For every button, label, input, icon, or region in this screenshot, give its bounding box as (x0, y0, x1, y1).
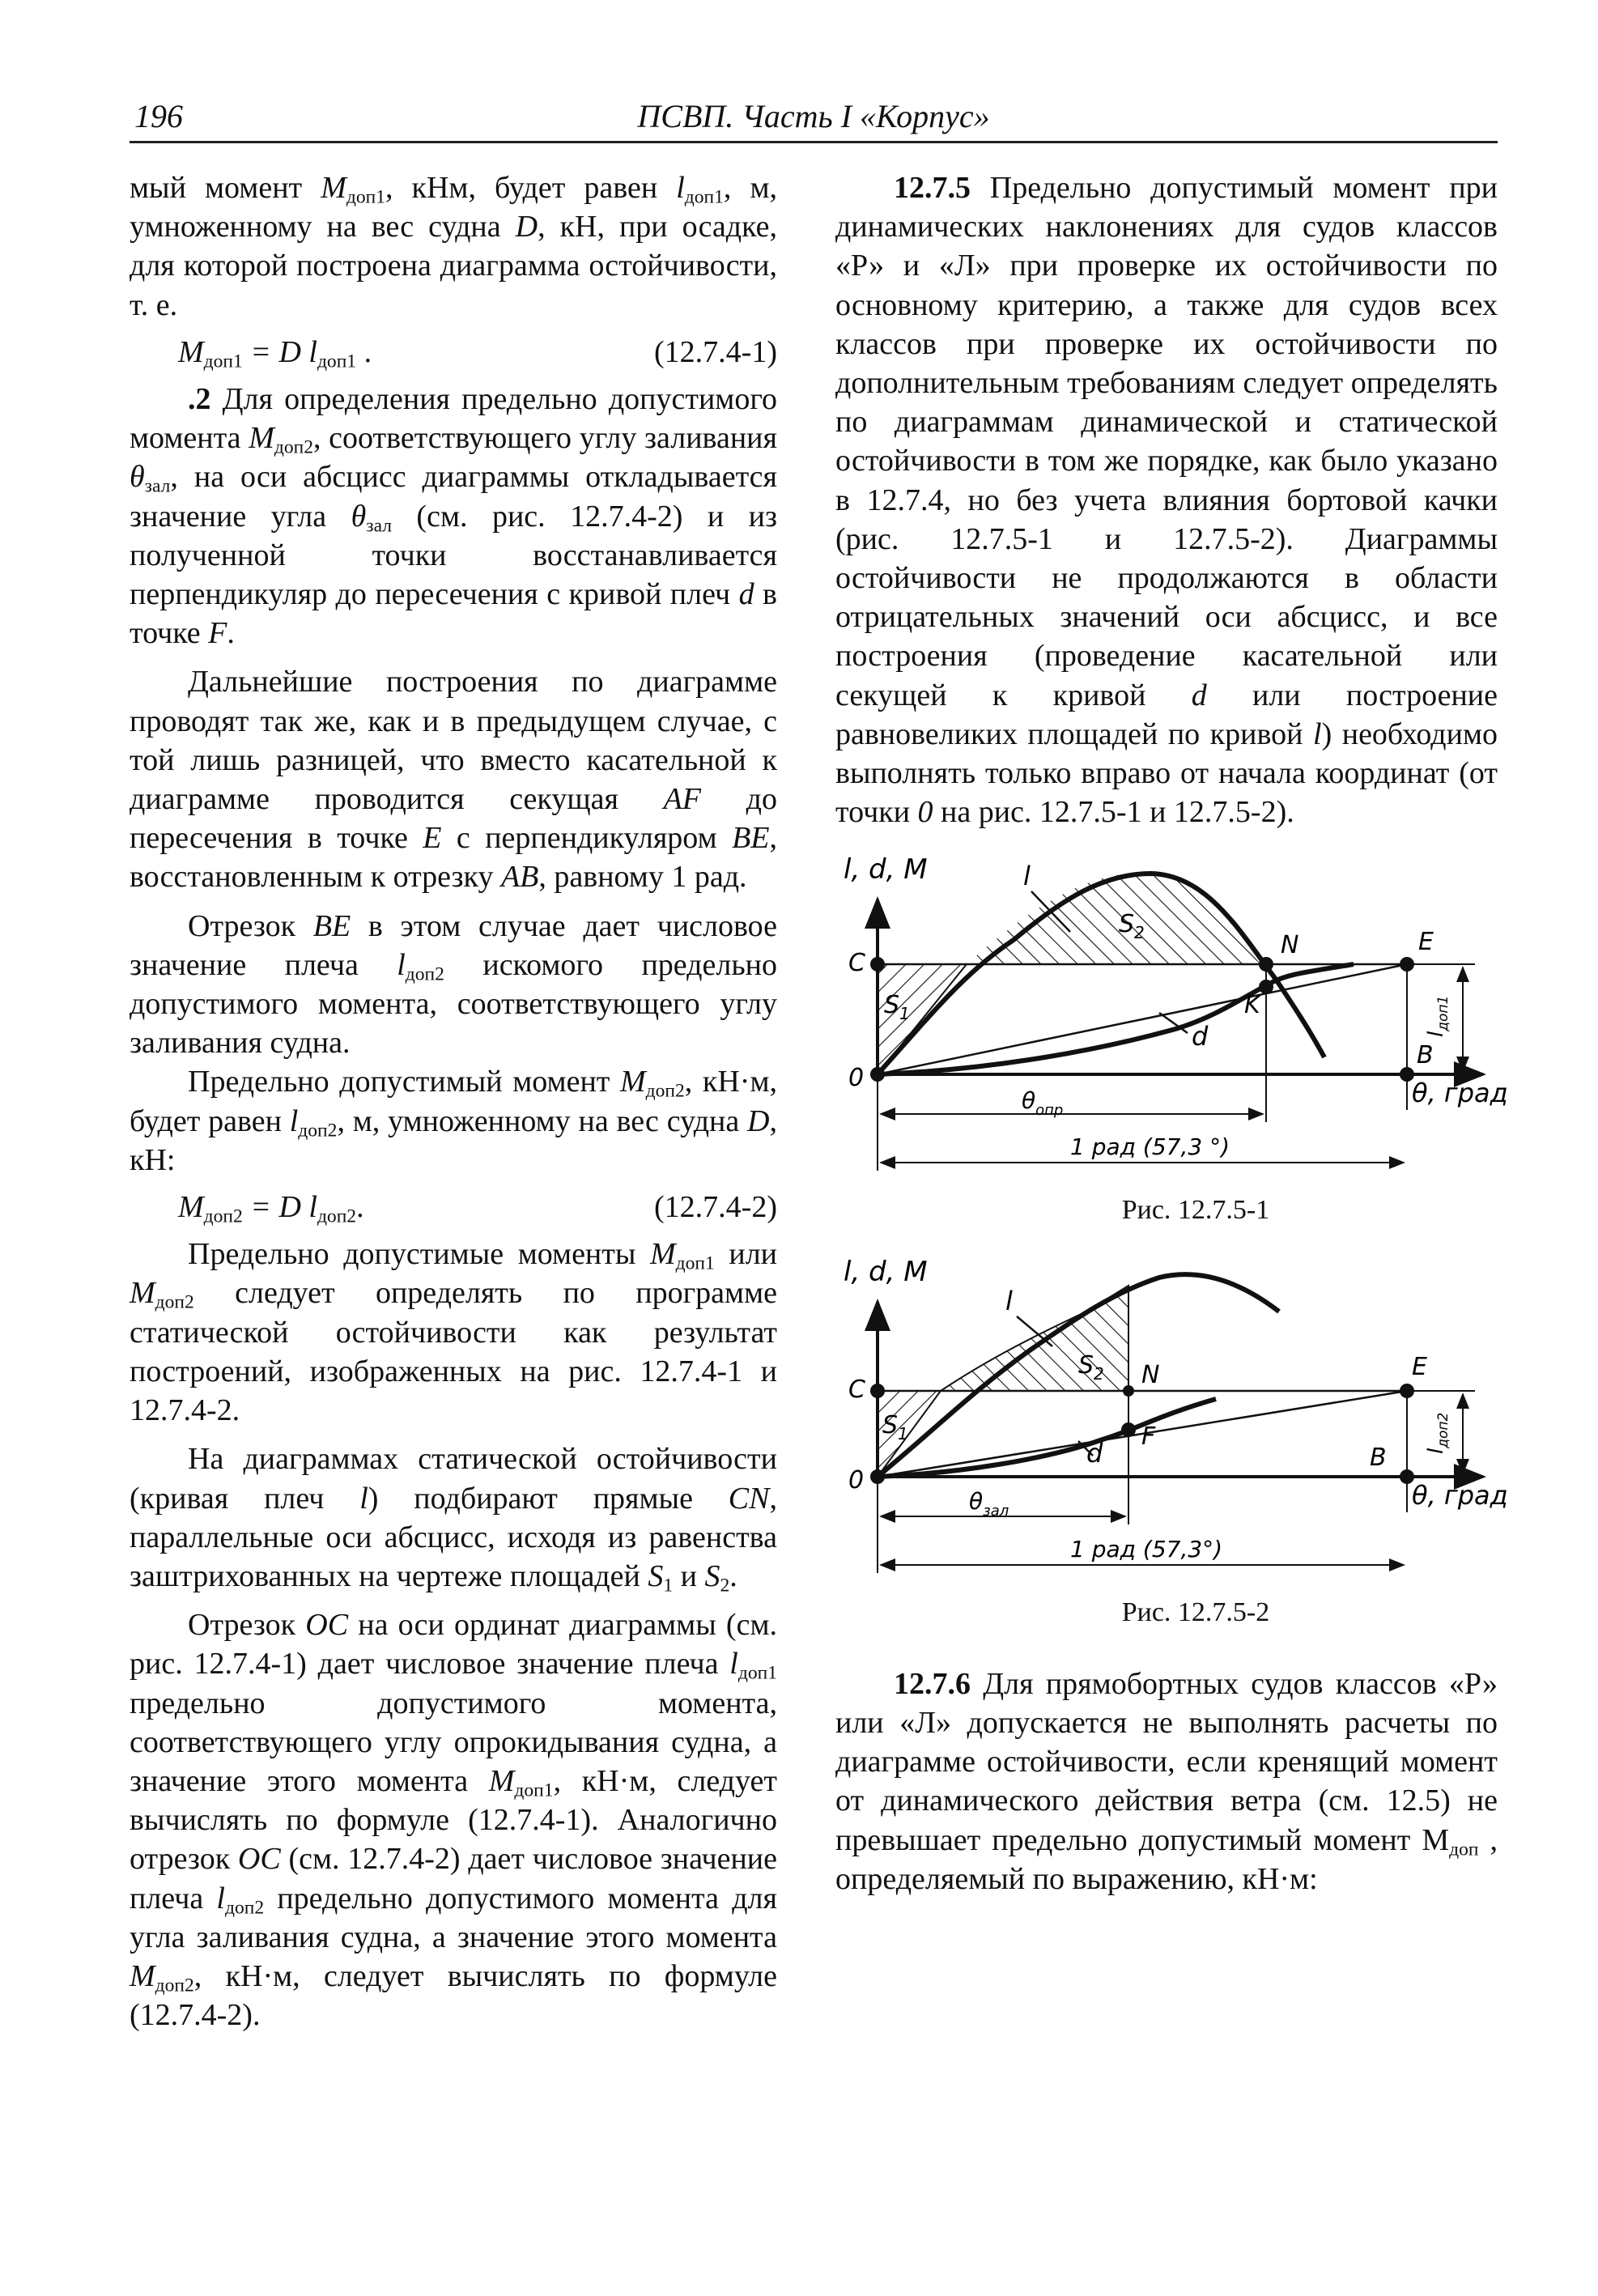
label-curve-l: l (1023, 861, 1031, 892)
paragraph: Отрезок OC на оси ординат диаграммы (см. рис. 12.7.4-1) дает числовое значение плеча $l_{доп1}$ предельно допустимого момента, соответствующего углу опрокидывания судна, а значение этого момента $M_{доп1}$, кН·м, следует вычислять по формуле (12.7.4-1). Аналогично отрезок OC (см. 12.7.4-2) дает числовое значение плеча $l_{доп2}$ предельно допустимого момента для угла заливания судна, а значение этого момента $M_{доп2}$, кН·м, следует вычислять по формуле (12.7.4-2). (130, 1608, 778, 2033)
figure-caption: Рис. 12.7.5-2 (1121, 1597, 1270, 1627)
label-n: N (1141, 1360, 1160, 1389)
left-column (130, 168, 777, 2035)
rad-label: 1 рад (57,3°) (1070, 1535, 1223, 1563)
ldop-label: $l_{доп1}$ (1424, 996, 1451, 1038)
label-e: E (1412, 1352, 1427, 1381)
label-o: 0 (848, 1064, 865, 1093)
y-axis-label: l, d, M (844, 1255, 928, 1288)
label-b: B (1417, 1041, 1434, 1070)
paragraph: 12.7.6 Для прямобортных судов классов «Р» или «Л» допускается не выполнять расчеты по диаграмме остойчивости, если кренящий момент от динамического действия ветра (см. 12.5) не превышает предельно допустимый момент $М_{доп}$ , определяемый по выражению, кН·м: (835, 1666, 1498, 1896)
point-f (1121, 1422, 1136, 1437)
point-e (1400, 957, 1414, 972)
formula-12-7-4-1: $M_{доп1} = D$ $l_{доп1}$ . (12.7.4-1) (130, 333, 777, 372)
x-axis-label: θ, град (1412, 1479, 1508, 1511)
point-k (1259, 980, 1273, 994)
rad-label: 1 рад (57,3 °) (1070, 1133, 1230, 1161)
paragraph: Предельно допустимый момент $M_{доп2}$, кН·м, будет равен $l_{доп2}$, м, умноженному на вес судна D, кН: (130, 1065, 777, 1177)
figure-12-7-5-1 (835, 851, 1508, 1191)
point-c (870, 957, 885, 972)
point-n (1123, 1385, 1134, 1397)
paragraph: Дальнейшие построения по диаграмме проводят так же, как и в предыдущем случае, с той лишь разницей, что вместо касательной к диаграмме проводится секущая AF до пересечения в точке E с перпендикуляром BE, восстановленным к отрезку AB, равному 1 рад. (130, 665, 777, 895)
label-c: C (848, 1375, 865, 1404)
tangent-line (878, 964, 1407, 1074)
y-axis-label: l, d, M (844, 853, 928, 887)
paragraph: На диаграммах статической остойчивости (кривая плеч l) подбирают прямые CN, параллельные оси абсцисс, исходя из равенства заштрихованных на чертеже площадей $S_1$ и $S_2$. (130, 1442, 777, 1597)
label-e: E (1418, 928, 1434, 957)
paragraph: Предельно допустимые моменты $M_{доп1}$ или $M_{доп2}$ следует определять по программе статической остойчивости как результат построений, изображенных на рис. 12.7.4-1 и 12.7.4-2. (130, 1237, 777, 1428)
page-number: 196 (134, 98, 183, 134)
formula-number: (12.7.4-1) (654, 334, 777, 369)
label-n: N (1281, 931, 1299, 960)
label-curve-l: l (1005, 1285, 1013, 1316)
paragraph: 12.7.5 Предельно допустимый момент при динамических наклонениях для судов классов «Р» и «Л» при проверке их остойчивости по основному критерию, а также для судов всех классов при проверке их остойчивости по дополнительным требованиям следует определять по диаграммам динамической и статической остойчивости в том же порядке, как было указано в 12.7.4, но без учета влияния бортовой качки (рис. 12.7.5-1 и 12.7.5-2). Диаграммы остойчивости не продолжаются в области отрицательных значений оси абсцисс, и все построения (проведение касательной или секущей к кривой d или построение равновеликих площадей по кривой l) необходимо выполнять только вправо от начала координат (от точки 0 на рис. 12.7.5-1 и 12.7.5-2). (835, 171, 1498, 830)
point-o (870, 1469, 885, 1484)
label-s1: $S_1$ (882, 1410, 908, 1444)
point-o (870, 1067, 885, 1082)
label-b: B (1370, 1443, 1387, 1472)
point-c (870, 1384, 885, 1398)
label-curve-d: d (1086, 1437, 1103, 1469)
curve-d (878, 1399, 1216, 1477)
x-axis-label: θ, град (1412, 1078, 1508, 1109)
formula-number: (12.7.4-2) (654, 1190, 777, 1225)
paragraph: мый момент $M_{доп1}$, кНм, будет равен $l_{доп1}$, м, умноженному на вес судна D, кН, при осадке, для которой построена диаграмма остойчивости, т. е. (130, 171, 777, 322)
page-header (130, 91, 1498, 143)
point-n (1259, 957, 1273, 972)
point-e (1400, 1384, 1414, 1398)
label-f: F (1141, 1422, 1156, 1451)
figure-caption: Рис. 12.7.5-1 (1121, 1195, 1270, 1226)
label-s2: $S_2$ (1078, 1350, 1104, 1384)
paragraph: Отрезок BE в этом случае дает числовое значение плеча $l_{доп2}$ искомого предельно допустимого момента, соответствующего углу заливания судна. (130, 908, 778, 1061)
formula-12-7-4-2: $M_{доп2} = D$ $l_{доп2}$. (12.7.4-2) (130, 1188, 777, 1227)
area-s2 (967, 874, 1260, 965)
label-o: 0 (848, 1465, 865, 1495)
right-column (835, 168, 1508, 1898)
label-s2: $S_2$ (1119, 910, 1145, 943)
label-curve-d: d (1192, 1021, 1209, 1052)
label-c: C (848, 949, 865, 978)
theta-label: $\theta_{опр}$ (1022, 1087, 1064, 1120)
theta-label: $\theta_{зал}$ (969, 1487, 1009, 1520)
figure-12-7-5-2 (835, 1253, 1508, 1593)
label-k: K (1244, 991, 1260, 1020)
ldop-label: $l_{доп2}$ (1424, 1412, 1451, 1454)
paragraph: .2 Для определения предельно допустимого момента $M_{доп2}$, соответствующего углу заливания $\theta_{зал}$, на оси абсцисс диаграммы откладывается значение угла $\theta_{зал}$ (см. рис. 12.7.4-2) и из полученной точки восстанавливается перпендикуляр до пересечения с кривой плеч d в точке F. (130, 382, 777, 651)
label-s1: $S_1$ (884, 991, 910, 1024)
running-title: ПСВП. Часть I «Корпус» (637, 98, 990, 134)
